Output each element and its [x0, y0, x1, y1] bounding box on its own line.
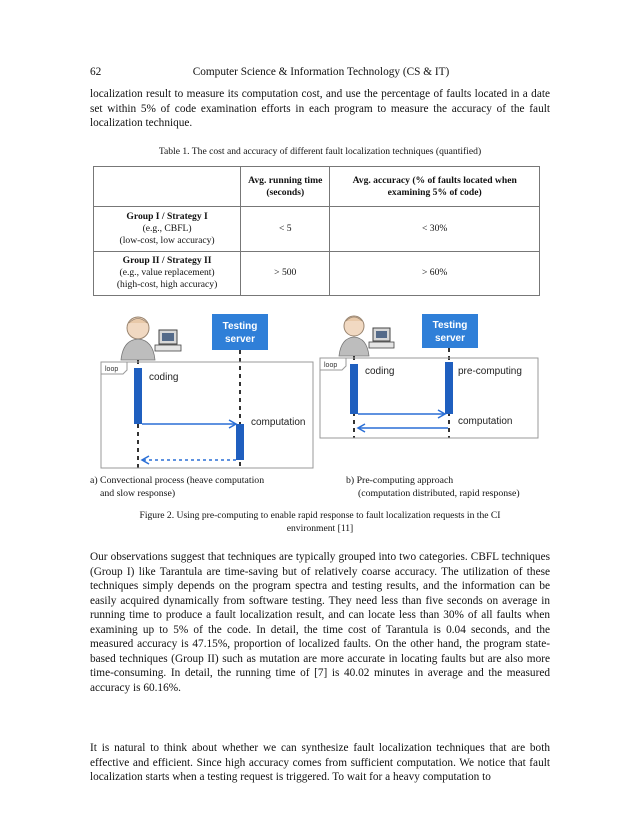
pre-computing-label: pre-computing [458, 366, 522, 377]
table-header-row [94, 167, 540, 207]
diagram-b [318, 312, 540, 472]
figure-caption-line2: environment [11] [286, 522, 354, 534]
server-label-line2: server [434, 333, 466, 344]
row-note: (low-cost, low accuracy) [119, 234, 215, 246]
row-time: > 500 [241, 251, 330, 296]
row-accuracy: < 30% [330, 207, 540, 252]
intro-paragraph: localization result to measure its computation cost, and use the percentage of faults located in a date set within 5% of code examination efforts in each program to measure the accuracy of the fault localization technique. [90, 88, 550, 129]
row-label-cell [94, 207, 241, 252]
caption-b-line2: (computation distributed, rapid response) [358, 488, 520, 499]
row-example: (e.g., value replacement) [119, 267, 215, 279]
server-label-line1: Testing [432, 320, 468, 331]
table-corner-cell [94, 167, 241, 207]
journal-title: Computer Science & Information Technology (CS & IT) [192, 66, 450, 78]
body-paragraph-2: Our observations suggest that techniques are typically grouped into two categories. CBFL techniques (Group I) like Tarantula are time-saving but of relatively coarse accuracy. The utilization of these techniques simply depends on the program spectra and testing results, and the information can be easily acquired dynamically from software testing. They need less than five seconds on average in running time to produce a fault localization result, and can locate less than 30% of all faults when examining up to 5% of the code. In detail, the time cost of Tarantula is 0.04 seconds, and the measured accuracy is 47.15%, proportion of localized faults. On the other hand, the program state-based techniques (Group II) such as mutation are more accurate in locating faults but are also more time-consuming. In detail, the running time of [7] is 40.02 minutes in average and the measured accuracy is 60.16%. [90, 551, 550, 694]
pre-computing-activation [445, 362, 453, 414]
computation-activation [236, 424, 244, 460]
figure-caption [90, 510, 550, 535]
server-label-line1: Testing [222, 321, 258, 332]
computation-label: computation [251, 417, 306, 428]
row-example: (e.g., CBFL) [142, 222, 192, 234]
caption-a-line2: and slow response) [100, 488, 176, 499]
row-label-cell [94, 251, 241, 296]
page-number: 62 [90, 66, 102, 78]
caption-a-line1: a) Convectional process (heave computation [90, 475, 265, 486]
caption-b-line1: b) Pre-computing approach [346, 475, 454, 486]
row-name: Group II / Strategy II [122, 255, 212, 267]
server-label-line2: server [224, 334, 256, 345]
col-header-accuracy: Avg. accuracy (% of faults located when examining 5% of code) [330, 167, 540, 207]
loop-frame [101, 362, 313, 468]
coding-activation [350, 364, 358, 414]
computation-label: computation [458, 416, 513, 427]
results-table [93, 166, 540, 296]
coding-activation [134, 368, 142, 424]
diagram-a [93, 312, 315, 472]
user-icon [339, 316, 369, 356]
row-time: < 5 [241, 207, 330, 252]
col-header-time: Avg. running time (seconds) [241, 167, 330, 207]
row-note: (high-cost, high accuracy) [116, 279, 218, 291]
row-name: Group I / Strategy I [126, 210, 208, 222]
table-row [94, 207, 540, 252]
caption-b [346, 474, 556, 500]
coding-label: coding [365, 366, 395, 377]
computer-icon [155, 330, 181, 351]
caption-a [90, 474, 320, 500]
row-accuracy: > 60% [330, 251, 540, 296]
body-paragraph-3: It is natural to think about whether we can synthesize fault localization techniques that are both effective and efficient. Since high accuracy comes from sufficient computation. We notice that fault localization starts when a testing request is triggered. To wait for a heavy computation to [90, 742, 550, 783]
loop-label: loop [324, 362, 338, 369]
table-row [94, 251, 540, 296]
user-icon [121, 317, 155, 360]
figure-caption-line1: Figure 2. Using pre-computing to enable rapid response to fault localization requests in the CI [139, 510, 501, 521]
table-caption: Table 1. The cost and accuracy of different fault localization techniques (quantified) [158, 146, 482, 157]
loop-label: loop [105, 366, 119, 373]
coding-label: coding [149, 372, 179, 383]
computer-icon [369, 328, 394, 348]
